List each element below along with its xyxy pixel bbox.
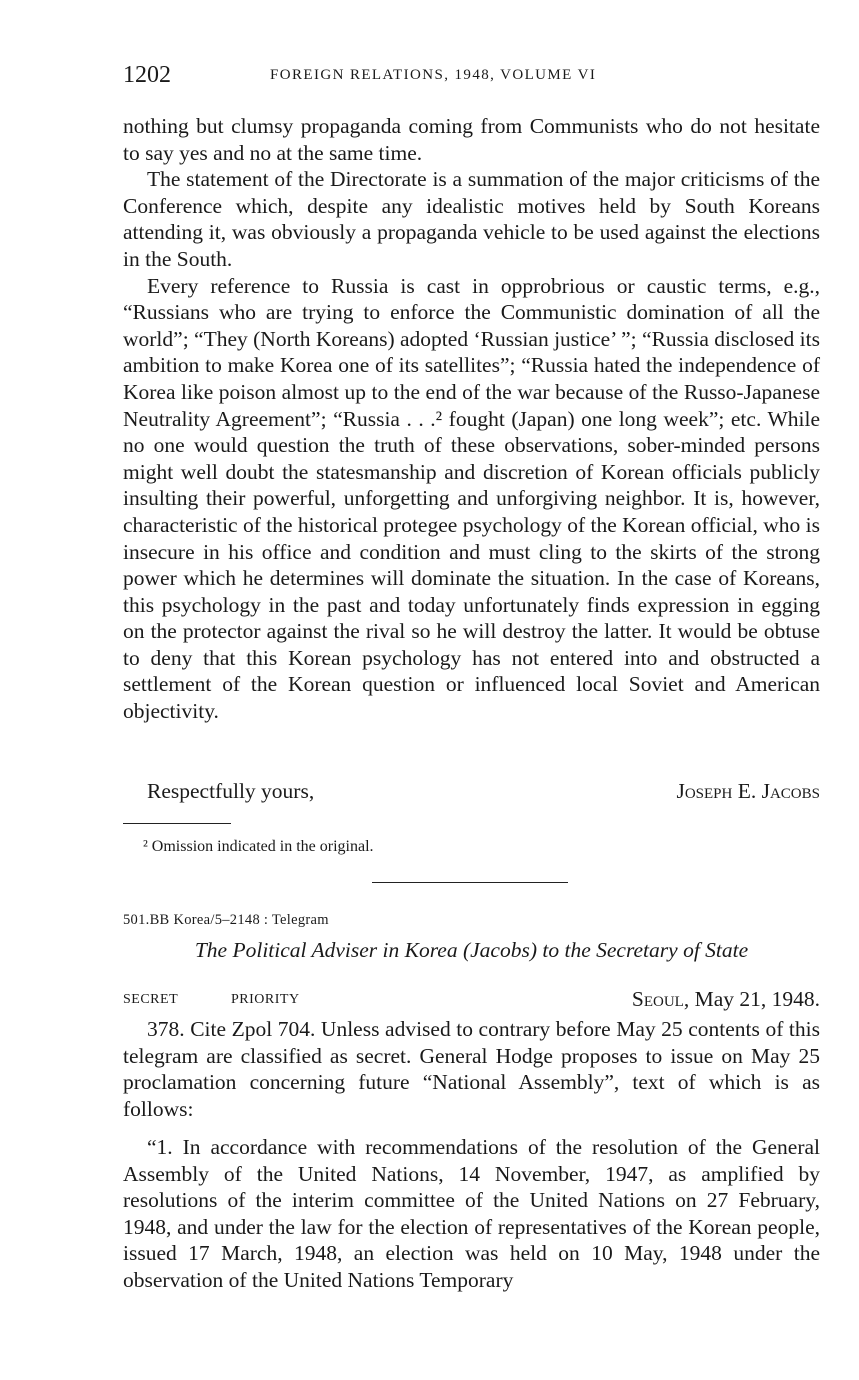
telegram-date: , May 21, 1948. xyxy=(683,987,820,1011)
closing-salutation: Respectfully yours, xyxy=(147,779,315,803)
priority-label: PRIORITY xyxy=(231,992,300,1007)
quote-paragraph: “1. In accordance with recommendations of the resolution of the General Assembly of the United Nations, 14 November, 1947, as amplified by resolutions of the interim committee of the United Nations on 27 February, 1948, and under the law for the election of representatives of the Korean people, issued 17 March, 1948, an election was held on 10 May, 1948 under the observation of the United Nations Temporary xyxy=(123,1135,820,1292)
telegram-body xyxy=(123,1016,820,1122)
footnote-divider xyxy=(123,823,231,824)
letter-paragraph: nothing but clumsy propaganda coming from Communists who do not hesitate to say yes and no at the same time. xyxy=(123,114,820,165)
letter-paragraph: Every reference to Russia is cast in opprobrious or caustic terms, e.g., “Russians who are trying to enforce the Communistic domination of all the world”; “They (North Koreans) adopted ‘Russian justice’ ”; “Russia disclosed its ambition to make Korea one of its satellites”; “Russia hated the independence of Korea like poison almost up to the end of the war because of the Russo-Japanese Neutrality Agreement”; “Russia . . .² fought (Japan) one long week”; etc. While no one would question the truth of these observations, sober-minded persons might well doubt the statesmanship and discretion of Korean officials publicly insulting their powerful, unforgetting and unforgiving neighbor. It is, however, characteristic of the historical protegee psychology of the Korean official, who is insecure in his office and condition and must cling to the skirts of the strong power which he determines will dominate the situation. In the case of Koreans, this psychology in the past and today unfortunately finds expression in egging on the protector against the rival so he will destroy the latter. It would be obtuse to deny that this Korean psychology has not entered into and obstructed a settlement of the Korean question or influenced local Soviet and American objectivity. xyxy=(123,273,820,724)
letter-signoff xyxy=(147,779,820,807)
running-title: FOREIGN RELATIONS, 1948, VOLUME VI xyxy=(270,67,597,83)
proclamation-quote xyxy=(123,1134,820,1294)
telegram-meta xyxy=(123,987,820,1015)
place-name: Seoul xyxy=(631,987,684,1011)
document-title: The Political Adviser in Korea (Jacobs) to the Secretary of State xyxy=(194,938,749,962)
footnote: ² Omission indicated in the original. xyxy=(143,838,374,855)
document-reference: 501.BB Korea/5–2148 : Telegram xyxy=(123,912,329,928)
page-number: 1202 xyxy=(123,62,171,88)
letter-body xyxy=(123,113,820,725)
running-header xyxy=(123,62,820,92)
place-date xyxy=(632,987,820,1012)
classification-label: SECRET xyxy=(123,992,179,1007)
signature-name: Joseph E. Jacobs xyxy=(676,779,820,803)
telegram-paragraph: 378. Cite Zpol 704. Unless advised to contrary before May 25 contents of this telegram are classified as secret. General Hodge proposes to issue on May 25 proclamation concerning future “National Assembly”, text of which is as follows: xyxy=(123,1017,820,1121)
letter-paragraph: The statement of the Directorate is a summation of the major criticisms of the Conference which, despite any idealistic motives held by South Koreans attending it, was obviously a propaganda vehicle to be used against the elections in the South. xyxy=(123,167,820,271)
section-divider xyxy=(372,882,568,883)
